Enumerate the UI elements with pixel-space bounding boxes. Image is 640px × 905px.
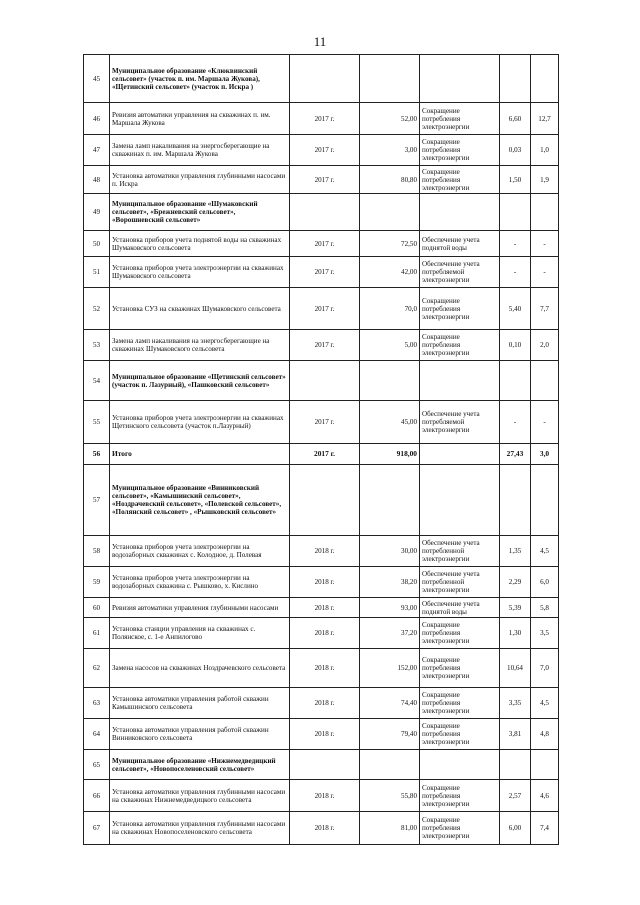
measure-name-cell: Муниципальное образование «Нижнемедведицкий сельсовет», «Новопоселеновский сельсовет» bbox=[110, 750, 290, 780]
row-number-cell: 52 bbox=[84, 288, 110, 330]
measure-name-cell: Установка приборов учета электроэнергии на скважинах Щетинского сельсовета (участок п.Лазурный) bbox=[110, 401, 290, 444]
table-row bbox=[84, 231, 559, 257]
payback-value-cell bbox=[531, 465, 559, 536]
table-row bbox=[84, 618, 559, 649]
cost-cell bbox=[360, 55, 420, 103]
payback-value-cell: 3,0 bbox=[531, 444, 559, 465]
measure-name-cell: Установка автоматики управления глубинными насосами на скважинах Новопоселеновского сельсовета bbox=[110, 812, 290, 845]
measures-table-body bbox=[84, 55, 559, 845]
saving-value-cell bbox=[500, 361, 531, 401]
measure-name-cell: Установка станции управления на скважинах с. Полянское, с. 1-е Анпилогово bbox=[110, 618, 290, 649]
measure-name-cell: Установка приборов учета электроэнергии на скважинах Шумаковского сельсовета bbox=[110, 257, 290, 288]
measure-name-cell: Установка автоматики управления работой скважин Камышинского сельсовета bbox=[110, 688, 290, 719]
row-number-cell: 60 bbox=[84, 598, 110, 618]
table-row bbox=[84, 103, 559, 135]
saving-value-cell: 3,35 bbox=[500, 688, 531, 719]
row-number-cell: 63 bbox=[84, 688, 110, 719]
measure-name-cell: Установка СУЗ на скважинах Шумаковского сельсовета bbox=[110, 288, 290, 330]
payback-value-cell bbox=[531, 750, 559, 780]
payback-value-cell: 4,5 bbox=[531, 688, 559, 719]
effect-cell: Сокращение потребления электроэнергии bbox=[420, 812, 500, 845]
table-row bbox=[84, 688, 559, 719]
effect-cell: Сокращение потребления электроэнергии bbox=[420, 649, 500, 688]
payback-value-cell: 7,0 bbox=[531, 649, 559, 688]
cost-cell: 52,00 bbox=[360, 103, 420, 135]
cost-cell: 74,40 bbox=[360, 688, 420, 719]
saving-value-cell: - bbox=[500, 257, 531, 288]
section-header-row bbox=[84, 465, 559, 536]
table-row bbox=[84, 330, 559, 361]
measure-name-cell: Замена ламп накаливания на энергосберегающие на скважинах п. им. Маршала Жукова bbox=[110, 135, 290, 166]
row-number-cell: 50 bbox=[84, 231, 110, 257]
year-cell: 2017 г. bbox=[290, 401, 360, 444]
row-number-cell: 62 bbox=[84, 649, 110, 688]
year-cell: 2017 г. bbox=[290, 288, 360, 330]
row-number-cell: 64 bbox=[84, 719, 110, 750]
saving-value-cell: - bbox=[500, 231, 531, 257]
saving-value-cell bbox=[500, 465, 531, 536]
section-header-row bbox=[84, 55, 559, 103]
payback-value-cell: 1,0 bbox=[531, 135, 559, 166]
saving-value-cell: 0,10 bbox=[500, 330, 531, 361]
row-number-cell: 45 bbox=[84, 55, 110, 103]
section-header-row bbox=[84, 750, 559, 780]
table-row bbox=[84, 536, 559, 567]
saving-value-cell: 1,50 bbox=[500, 166, 531, 194]
cost-cell: 918,00 bbox=[360, 444, 420, 465]
cost-cell: 5,00 bbox=[360, 330, 420, 361]
saving-value-cell: 0,03 bbox=[500, 135, 531, 166]
saving-value-cell: 3,81 bbox=[500, 719, 531, 750]
measure-name-cell: Ревизия автоматики управления на скважинах п. им. Маршала Жукова bbox=[110, 103, 290, 135]
effect-cell bbox=[420, 361, 500, 401]
saving-value-cell: 5,39 bbox=[500, 598, 531, 618]
measure-name-cell: Установка автоматики управления глубинными насосами п. Искра bbox=[110, 166, 290, 194]
cost-cell bbox=[360, 361, 420, 401]
payback-value-cell: 7,7 bbox=[531, 288, 559, 330]
year-cell bbox=[290, 750, 360, 780]
effect-cell: Обеспечение учета поднятой воды bbox=[420, 598, 500, 618]
row-number-cell: 56 bbox=[84, 444, 110, 465]
effect-cell: Обеспечение учета потребленной электроэнергии bbox=[420, 536, 500, 567]
total-row bbox=[84, 444, 559, 465]
effect-cell: Сокращение потребления электроэнергии bbox=[420, 719, 500, 750]
saving-value-cell: 6,60 bbox=[500, 103, 531, 135]
table-row bbox=[84, 719, 559, 750]
payback-value-cell: 1,9 bbox=[531, 166, 559, 194]
payback-value-cell: 6,0 bbox=[531, 567, 559, 598]
table-row bbox=[84, 598, 559, 618]
measure-name-cell: Установка приборов учета электроэнергии на водозаборных скважинах с. Колодное, д. Полевая bbox=[110, 536, 290, 567]
row-number-cell: 59 bbox=[84, 567, 110, 598]
saving-value-cell: - bbox=[500, 401, 531, 444]
effect-cell: Обеспечение учета потребляемой электроэнергии bbox=[420, 257, 500, 288]
cost-cell bbox=[360, 194, 420, 231]
year-cell: 2017 г. bbox=[290, 330, 360, 361]
table-row bbox=[84, 288, 559, 330]
row-number-cell: 58 bbox=[84, 536, 110, 567]
effect-cell: Обеспечение учета потребляемой электроэнергии bbox=[420, 401, 500, 444]
saving-value-cell: 1,30 bbox=[500, 618, 531, 649]
saving-value-cell: 2,29 bbox=[500, 567, 531, 598]
table-row bbox=[84, 649, 559, 688]
effect-cell: Сокращение потребления электроэнергии bbox=[420, 166, 500, 194]
cost-cell: 81,00 bbox=[360, 812, 420, 845]
payback-value-cell: - bbox=[531, 401, 559, 444]
table-row bbox=[84, 567, 559, 598]
cost-cell: 38,20 bbox=[360, 567, 420, 598]
row-number-cell: 48 bbox=[84, 166, 110, 194]
table-row bbox=[84, 257, 559, 288]
section-header-row bbox=[84, 194, 559, 231]
effect-cell bbox=[420, 194, 500, 231]
year-cell bbox=[290, 194, 360, 231]
payback-value-cell: - bbox=[531, 231, 559, 257]
saving-value-cell bbox=[500, 194, 531, 231]
effect-cell bbox=[420, 55, 500, 103]
row-number-cell: 49 bbox=[84, 194, 110, 231]
effect-cell: Сокращение потребления электроэнергии bbox=[420, 288, 500, 330]
year-cell bbox=[290, 361, 360, 401]
year-cell: 2017 г. bbox=[290, 166, 360, 194]
measure-name-cell: Муниципальное образование «Шумаковский сельсовет», «Брежневский сельсовет», «Ворошневский сельсовет» bbox=[110, 194, 290, 231]
row-number-cell: 66 bbox=[84, 780, 110, 812]
row-number-cell: 55 bbox=[84, 401, 110, 444]
cost-cell bbox=[360, 465, 420, 536]
year-cell: 2018 г. bbox=[290, 719, 360, 750]
row-number-cell: 53 bbox=[84, 330, 110, 361]
saving-value-cell: 1,35 bbox=[500, 536, 531, 567]
cost-cell: 79,40 bbox=[360, 719, 420, 750]
saving-value-cell: 5,40 bbox=[500, 288, 531, 330]
year-cell: 2017 г. bbox=[290, 444, 360, 465]
year-cell: 2018 г. bbox=[290, 618, 360, 649]
effect-cell: Сокращение потребления электроэнергии bbox=[420, 780, 500, 812]
measure-name-cell: Ревизия автоматики управления глубинными насосами bbox=[110, 598, 290, 618]
measure-name-cell: Замена насосов на скважинах Ноздрачевского сельсовета bbox=[110, 649, 290, 688]
year-cell: 2018 г. bbox=[290, 567, 360, 598]
effect-cell: Обеспечение учета поднятой воды bbox=[420, 231, 500, 257]
effect-cell bbox=[420, 465, 500, 536]
measure-name-cell: Замена ламп накаливания на энергосберегающие на скважинах Шумаковского сельсовета bbox=[110, 330, 290, 361]
payback-value-cell: - bbox=[531, 257, 559, 288]
table-row bbox=[84, 166, 559, 194]
saving-value-cell: 27,43 bbox=[500, 444, 531, 465]
measure-name-cell: Муниципальное образование «Винниковский сельсовет», «Камышинский сельсовет», «Ноздрачевский сельсовет», «Полевской сельсовет», «Полянский сельсовет» , «Рышковский сельсовет» bbox=[110, 465, 290, 536]
year-cell bbox=[290, 465, 360, 536]
table-row bbox=[84, 401, 559, 444]
table-row bbox=[84, 135, 559, 166]
effect-cell: Сокращение потребления электроэнергии bbox=[420, 688, 500, 719]
year-cell: 2018 г. bbox=[290, 812, 360, 845]
cost-cell: 70,0 bbox=[360, 288, 420, 330]
measures-table bbox=[83, 54, 559, 845]
effect-cell: Сокращение потребления электроэнергии bbox=[420, 103, 500, 135]
year-cell: 2017 г. bbox=[290, 103, 360, 135]
measure-name-cell: Установка приборов учета электроэнергии на водозаборных скважина с. Рышково, х. Кислино bbox=[110, 567, 290, 598]
payback-value-cell bbox=[531, 361, 559, 401]
row-number-cell: 47 bbox=[84, 135, 110, 166]
year-cell: 2017 г. bbox=[290, 257, 360, 288]
measure-name-cell: Муниципальное образование «Клюквинский сельсовет» (участок п. им. Маршала Жукова), «Щетинский сельсовет» (участок п. Искра ) bbox=[110, 55, 290, 103]
cost-cell: 55,80 bbox=[360, 780, 420, 812]
measure-name-cell: Установка автоматики управления работой скважин Винниковского сельсовета bbox=[110, 719, 290, 750]
cost-cell: 80,80 bbox=[360, 166, 420, 194]
row-number-cell: 67 bbox=[84, 812, 110, 845]
row-number-cell: 54 bbox=[84, 361, 110, 401]
payback-value-cell: 4,5 bbox=[531, 536, 559, 567]
measure-name-cell: Установка автоматики управления глубинными насосами на скважинах Нижнемедведицкого сельсовета bbox=[110, 780, 290, 812]
section-header-row bbox=[84, 361, 559, 401]
year-cell bbox=[290, 55, 360, 103]
cost-cell: 45,00 bbox=[360, 401, 420, 444]
year-cell: 2017 г. bbox=[290, 231, 360, 257]
cost-cell: 3,00 bbox=[360, 135, 420, 166]
table-row bbox=[84, 780, 559, 812]
saving-value-cell: 10,64 bbox=[500, 649, 531, 688]
saving-value-cell bbox=[500, 55, 531, 103]
measure-name-cell: Итого bbox=[110, 444, 290, 465]
cost-cell: 93,00 bbox=[360, 598, 420, 618]
saving-value-cell bbox=[500, 750, 531, 780]
row-number-cell: 51 bbox=[84, 257, 110, 288]
year-cell: 2018 г. bbox=[290, 598, 360, 618]
payback-value-cell: 4,8 bbox=[531, 719, 559, 750]
cost-cell: 42,00 bbox=[360, 257, 420, 288]
effect-cell: Сокращение потребления электроэнергии bbox=[420, 135, 500, 166]
payback-value-cell: 3,5 bbox=[531, 618, 559, 649]
effect-cell: Обеспечение учета потребленной электроэнергии bbox=[420, 567, 500, 598]
row-number-cell: 65 bbox=[84, 750, 110, 780]
effect-cell: Сокращение потребления электроэнергии bbox=[420, 330, 500, 361]
payback-value-cell: 2,0 bbox=[531, 330, 559, 361]
cost-cell: 72,50 bbox=[360, 231, 420, 257]
cost-cell: 37,20 bbox=[360, 618, 420, 649]
measure-name-cell: Муниципальное образование «Щетинский сельсовет» (участок п. Лазурный), «Пашковский сельсовет» bbox=[110, 361, 290, 401]
year-cell: 2018 г. bbox=[290, 536, 360, 567]
row-number-cell: 61 bbox=[84, 618, 110, 649]
cost-cell: 152,00 bbox=[360, 649, 420, 688]
saving-value-cell: 2,57 bbox=[500, 780, 531, 812]
effect-cell bbox=[420, 750, 500, 780]
year-cell: 2018 г. bbox=[290, 649, 360, 688]
page-number: 11 bbox=[313, 34, 327, 49]
year-cell: 2018 г. bbox=[290, 688, 360, 719]
year-cell: 2017 г. bbox=[290, 135, 360, 166]
effect-cell: Сокращение потребления электроэнергии bbox=[420, 618, 500, 649]
payback-value-cell: 12,7 bbox=[531, 103, 559, 135]
year-cell: 2018 г. bbox=[290, 780, 360, 812]
cost-cell bbox=[360, 750, 420, 780]
payback-value-cell: 5,8 bbox=[531, 598, 559, 618]
payback-value-cell: 4,6 bbox=[531, 780, 559, 812]
payback-value-cell: 7,4 bbox=[531, 812, 559, 845]
row-number-cell: 46 bbox=[84, 103, 110, 135]
payback-value-cell bbox=[531, 194, 559, 231]
effect-cell bbox=[420, 444, 500, 465]
measure-name-cell: Установка приборов учета поднятой воды на скважинах Шумаковского сельсовета bbox=[110, 231, 290, 257]
payback-value-cell bbox=[531, 55, 559, 103]
table-row bbox=[84, 812, 559, 845]
cost-cell: 30,00 bbox=[360, 536, 420, 567]
saving-value-cell: 6,00 bbox=[500, 812, 531, 845]
row-number-cell: 57 bbox=[84, 465, 110, 536]
